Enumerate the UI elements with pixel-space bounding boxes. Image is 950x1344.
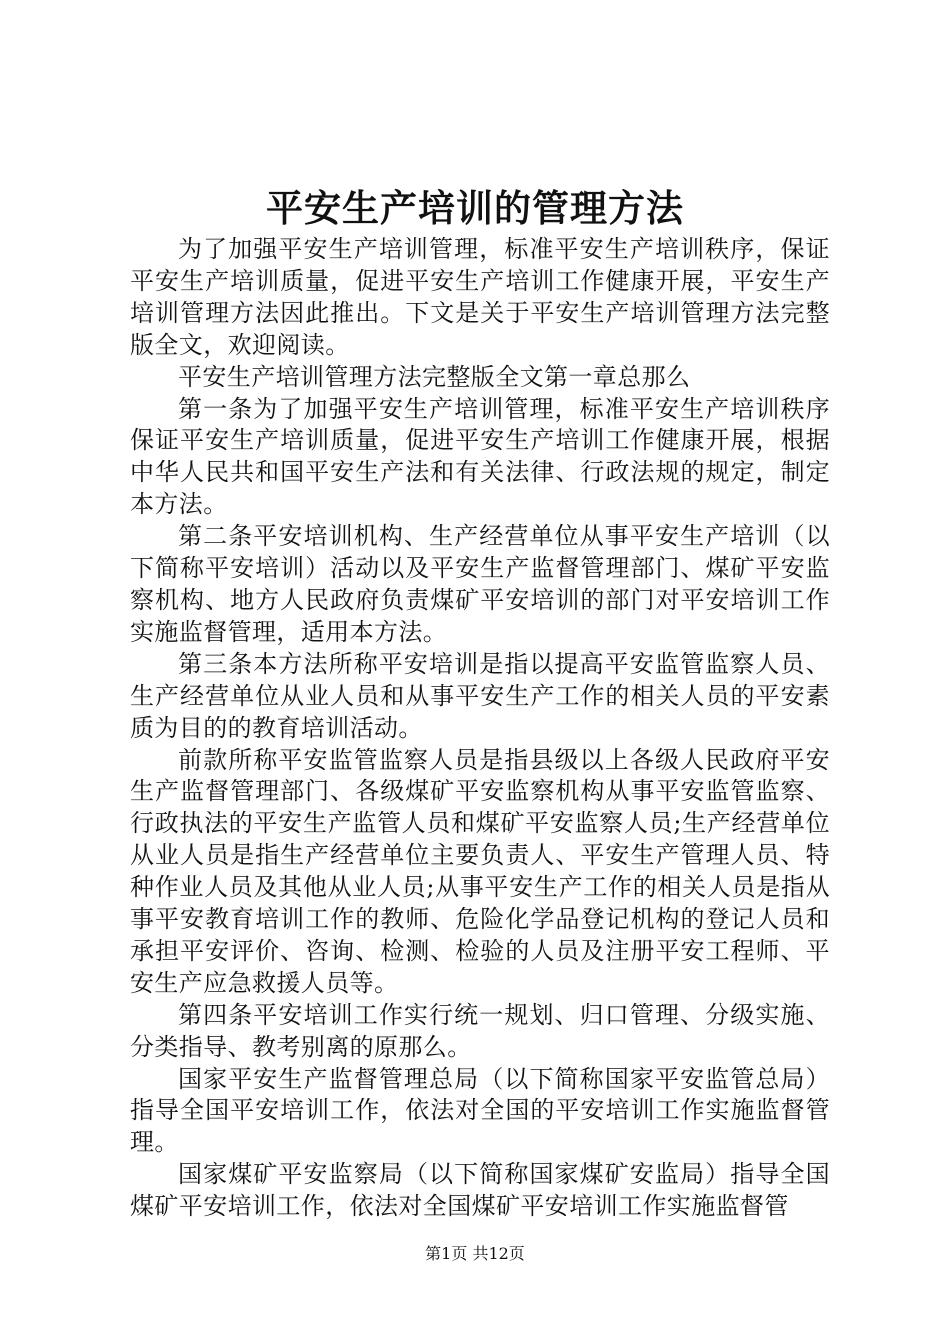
paragraph-article-4-clause-2: 国家煤矿平安监察局（以下简称国家煤矿安监局）指导全国煤矿平安培训工作，依法对全国煤矿平安培训工作实施监督管 [130, 1160, 830, 1221]
paragraph-chapter-heading: 平安生产培训管理方法完整版全文第一章总那么 [178, 362, 691, 391]
paragraph-intro: 为了加强平安生产培训管理，标准平安生产培训秩序，保证平安生产培训质量，促进平安生产培训工作健康开展，平安生产培训管理方法因此推出。下文是关于平安生产培训管理方法完整版全文，欢迎阅读。 [130, 235, 830, 359]
page-footer: 第1页 共12页 [425, 1244, 525, 1263]
paragraph-article-3: 第三条本方法所称平安培训是指以提高平安监管监察人员、生产经营单位从业人员和从事平安生产工作的相关人员的平安素质为目的的教育培训活动。 [130, 649, 830, 742]
paragraph-article-2: 第二条平安培训机构、生产经营单位从事平安生产培训（以下简称平安培训）活动以及平安生产监督管理部门、煤矿平安监察机构、地方人民政府负责煤矿平安培训的部门对平安培训工作实施监督管理，适用本方法。 [130, 522, 830, 646]
paragraph-article-1: 第一条为了加强平安生产培训管理，标准平安生产培训秩序保证平安生产培训质量，促进平安生产培训工作健康开展，根据中华人民共和国平安生产法和有关法律、行政法规的规定，制定本方法。 [130, 394, 830, 519]
paragraph-article-3-clause: 前款所称平安监管监察人员是指县级以上各级人民政府平安生产监督管理部门、各级煤矿平安监察机构从事平安监管监察、行政执法的平安生产监管人员和煤矿平安监察人员;生产经营单位从业人员是指生产经营单位主要负责人、平安生产管理人员、特种作业人员及其他从业人员;从事平安生产工作的相关人员是指从事平安教育培训工作的教师、危险化学品登记机构的登记人员和承担平安评价、咨询、检测、检验的人员及注册平安工程师、平安生产应急救援人员等。 [130, 745, 830, 997]
document-title: 平安生产培训的管理方法 [266, 186, 684, 230]
document-body [130, 234, 830, 1223]
paragraph-article-4: 第四条平安培训工作实行统一规划、归口管理、分级实施、分类指导、教考别离的原那么。 [130, 1000, 830, 1061]
paragraph-article-4-clause-1: 国家平安生产监督管理总局（以下简称国家平安监管总局）指导全国平安培训工作，依法对全国的平安培训工作实施监督管理。 [130, 1064, 830, 1157]
